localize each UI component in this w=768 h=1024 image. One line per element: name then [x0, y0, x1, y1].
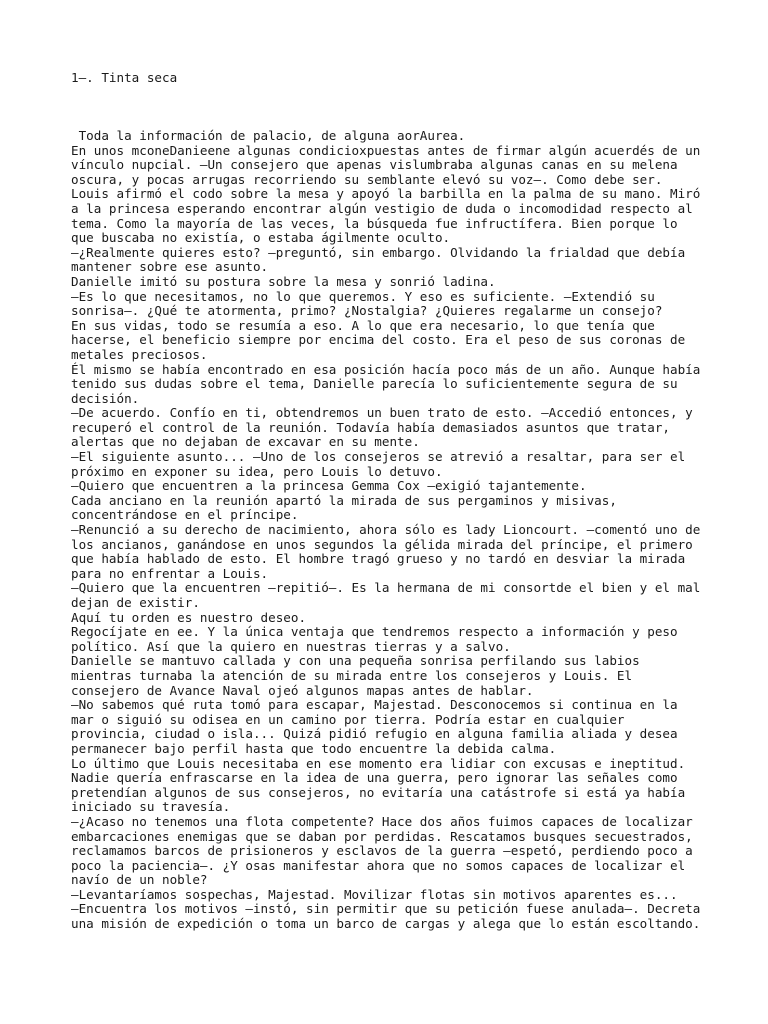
body-text: [71, 129, 761, 932]
text-line: embarcaciones enemigas que se daban por perdidas. Rescatamos busques secuestrados,: [71, 828, 693, 844]
text-line: Cada anciano en la reunión apartó la mirada de sus pergaminos y misivas,: [71, 492, 617, 508]
text-line: para no enfrentar a Louis.: [71, 565, 269, 581]
text-line: mar o siguió su odisea en un camino por tierra. Podría estar en cualquier: [71, 711, 625, 727]
text-line: tema. Como la mayoría de las veces, la búsqueda fue infructífera. Bien porque lo: [71, 215, 678, 231]
text-line: —No sabemos qué ruta tomó para escapar, Majestad. Desconocemos si continua en la: [71, 697, 678, 713]
text-line: pretendían algunos de sus consejeros, no evitaría una catástrofe si está ya había: [71, 784, 686, 800]
text-line: concentrándose en el príncipe.: [71, 507, 299, 523]
text-line: hacerse, el beneficio siempre por encima del costo. Era el peso de sus coronas de: [71, 332, 686, 348]
text-line: mientras turnaba la atención de su mirada entre los consejeros y Louis. El: [71, 667, 633, 683]
text-line: —El siguiente asunto... —Uno de los consejeros se atrevió a resaltar, para ser el: [71, 449, 686, 465]
text-line: a la princesa esperando encontrar algún vestigio de duda o incomodidad respecto al: [71, 200, 693, 216]
text-line: Regocíjate en ee. Y la única ventaja que tendremos respecto a información y peso: [71, 624, 678, 640]
text-line: —Levantaríamos sospechas, Majestad. Movilizar flotas sin motivos aparentes es...: [71, 886, 678, 902]
text-line: En unos mconeDanieene algunas condicioxpuestas antes de firmar algún acuerdés de un: [71, 142, 701, 158]
text-line: Nadie quería enfrascarse en la idea de una guerra, pero ignorar las señales como: [71, 770, 678, 786]
text-line: —¿Realmente quieres esto? —preguntó, sin embargo. Olvidando la frialdad que debía: [71, 244, 686, 260]
text-line: mantener sobre ese asunto.: [71, 259, 269, 275]
chapter-title: 1—. Tinta seca: [71, 70, 178, 85]
text-line: poco la paciencia—. ¿Y osas manifestar ahora que no somos capaces de localizar el: [71, 857, 686, 873]
text-line: Danielle se mantuvo callada y con una pequeña sonrisa perfilando sus labios: [71, 653, 640, 669]
text-line: provincia, ciudad o isla... Quizá pidió refugio en alguna familia aliada y desea: [71, 726, 678, 742]
text-line: que buscaba no existía, o estaba ágilmente oculto.: [71, 230, 451, 246]
text-line: decisión.: [71, 390, 140, 406]
text-line: —¿Acaso no tenemos una flota competente? Hace dos años fuimos capaces de localizar: [71, 813, 693, 829]
text-line: Toda la información de palacio, de alguna aorAurea.: [71, 128, 466, 143]
text-line: En sus vidas, todo se resumía a eso. A lo que era necesario, lo que tenía que: [71, 317, 655, 333]
text-line: iniciado su travesía.: [71, 799, 231, 815]
text-line: —De acuerdo. Confío en ti, obtendremos un buen trato de esto. —Accedió entonces, y: [71, 405, 693, 421]
text-line: reclamamos barcos de prisioneros y esclavos de la guerra —espetó, perdiendo poco a: [71, 843, 693, 859]
text-line: próximo en exponer su idea, pero Louis lo detuvo.: [71, 463, 443, 479]
text-line: —Es lo que necesitamos, no lo que queremos. Y eso es suficiente. —Extendió su: [71, 288, 655, 304]
text-line: —Quiero que encuentren a la princesa Gemma Cox —exigió tajantemente.: [71, 478, 587, 494]
text-line: una misión de expedición o toma un barco de cargas y alega que lo están escoltando.: [71, 916, 701, 932]
text-line: que había hablado de esto. El hombre tragó grueso y no tardó en desviar la mirada: [71, 551, 686, 567]
text-line: —Quiero que la encuentren —repitió—. Es la hermana de mi consortde el bien y el mal: [71, 580, 701, 596]
text-line: alertas que no dejaban de excavar en su mente.: [71, 434, 420, 450]
text-line: consejero de Avance Naval ojeó algunos mapas antes de hablar.: [71, 682, 534, 698]
text-line: sonrisa—. ¿Qué te atormenta, primo? ¿Nostalgia? ¿Quieres regalarme un consejo?: [71, 303, 663, 319]
text-line: —Renunció a su derecho de nacimiento, ahora sólo es lady Lioncourt. —comentó uno de: [71, 522, 701, 538]
text-line: Lo último que Louis necesitaba en ese momento era lidiar con excusas e ineptitud.: [71, 755, 686, 771]
text-line: vínculo nupcial. —Un consejero que apenas vislumbraba algunas canas en su melena: [71, 157, 678, 173]
text-line: los ancianos, ganándose en unos segundos la gélida mirada del príncipe, el primero: [71, 536, 693, 552]
text-line: Aquí tu orden es nuestro deseo.: [71, 609, 307, 625]
text-line: Louis afirmó el codo sobre la mesa y apoyó la barbilla en la palma de su mano. Miró: [71, 186, 701, 202]
text-line: tenido sus dudas sobre el tema, Danielle parecía lo suficientemente segura de su: [71, 376, 678, 392]
text-line: —Encuentra los motivos —instó, sin permitir que su petición fuese anulada—. Decreta: [71, 901, 701, 917]
text-line: político. Así que la quiero en nuestras tierras y a salvo.: [71, 638, 511, 654]
text-line: Él mismo se había encontrado en esa posición hacía poco más de un año. Aunque había: [71, 361, 701, 377]
text-line: recuperó el control de la reunión. Todavía había demasiados asuntos que tratar,: [71, 419, 670, 435]
text-line: Danielle imitó su postura sobre la mesa y sonrió ladina.: [71, 273, 496, 289]
text-line: navío de un noble?: [71, 872, 208, 888]
text-line: dejan de existir.: [71, 595, 200, 610]
text-line: metales preciosos.: [71, 346, 208, 362]
text-line: permanecer bajo perfil hasta que todo encuentre la debida calma.: [71, 740, 557, 756]
text-line: oscura, y pocas arrugas recorriendo su semblante elevó su voz—. Como debe ser.: [71, 171, 663, 187]
